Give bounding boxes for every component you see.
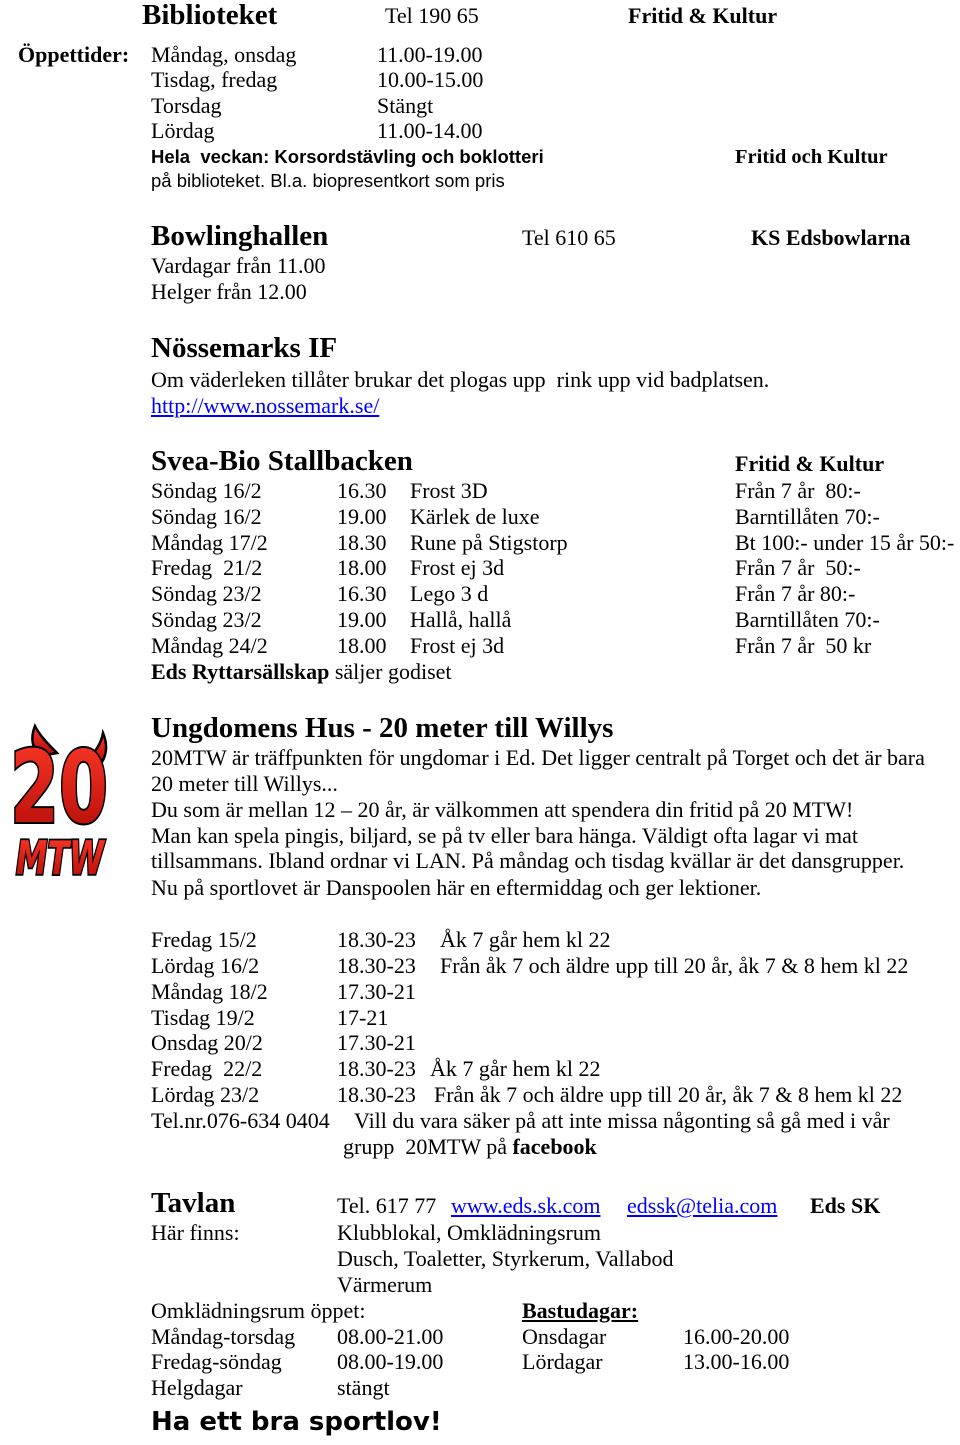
schedule-date: Måndag 18/2 xyxy=(151,979,268,1004)
show-film: Frost 3D xyxy=(410,478,488,503)
facebook-group-line xyxy=(343,1134,597,1160)
schedule-row xyxy=(0,1082,960,1108)
opening-hours-label: Öppettider: xyxy=(18,42,130,67)
show-time: 18.30 xyxy=(337,530,387,555)
schedule-date: Tisdag 19/2 xyxy=(151,1005,255,1030)
show-time: 16.30 xyxy=(337,478,387,503)
schedule-time: 17-21 xyxy=(337,1005,389,1030)
hours-day: Lördag xyxy=(151,118,215,143)
bowling-hours: Vardagar från 11.00 xyxy=(151,253,326,278)
changing-time: 08.00-19.00 xyxy=(337,1349,444,1374)
hours-row xyxy=(0,1349,960,1375)
ungdomens-hus-phone: Tel.nr.076-634 0404 xyxy=(151,1108,330,1133)
showtime-row xyxy=(0,504,960,530)
bowling-title: Bowlinghallen xyxy=(151,220,329,252)
tavlan-phone: Tel. 617 77 xyxy=(337,1193,437,1218)
bowling-phone: Tel 610 65 xyxy=(522,225,616,250)
show-film: Frost ej 3d xyxy=(410,633,505,658)
20mtw-logo-icon xyxy=(2,722,114,885)
schedule-time: 18.30-23 xyxy=(337,953,416,978)
facebook-word: facebook xyxy=(512,1134,597,1159)
facility-item: Klubblokal, Omklädningsrum xyxy=(337,1220,601,1245)
logo-number: 20 xyxy=(10,729,108,846)
schedule-row xyxy=(0,979,960,1005)
show-film: Kärlek de luxe xyxy=(410,504,540,529)
schedule-time: 18.30-23 xyxy=(337,927,416,952)
show-price: Barntillåten 70:- xyxy=(735,504,880,529)
facebook-group-text: grupp 20MTW på xyxy=(343,1134,513,1159)
showtime-row xyxy=(0,555,960,581)
tavlan-email-link[interactable]: edssk@telia.com xyxy=(627,1193,778,1218)
show-time: 18.00 xyxy=(337,633,387,658)
paragraph-line: Man kan spela pingis, biljard, se på tv eller bara hänga. Väldigt ofta lagar vi mat xyxy=(151,823,859,848)
show-date: Söndag 23/2 xyxy=(151,581,262,606)
sauna-time: 13.00-16.00 xyxy=(683,1349,790,1374)
show-time: 16.30 xyxy=(337,581,387,606)
show-film: Frost ej 3d xyxy=(410,555,505,580)
hours-time: 11.00-19.00 xyxy=(377,42,483,67)
show-film: Lego 3 d xyxy=(410,581,489,606)
show-date: Fredag 21/2 xyxy=(151,555,263,580)
hours-row xyxy=(0,1375,960,1401)
paragraph-line: Du som är mellan 12 – 20 år, är välkommen att spendera din fritid på 20 MTW! xyxy=(151,797,854,822)
hours-time: Stängt xyxy=(377,93,434,118)
schedule-time: 18.30-23 xyxy=(337,1082,416,1107)
schedule-note: Från åk 7 och äldre upp till 20 år, åk 7 & 8 hem kl 22 xyxy=(434,1082,903,1107)
paragraph-line: tillsammans. Ibland ordnar vi LAN. På måndag och tisdag kvällar är det dansgrupper. xyxy=(151,848,905,873)
library-event-organizer: Fritid och Kultur xyxy=(735,146,888,168)
schedule-time: 17.30-21 xyxy=(337,1030,416,1055)
changing-time: 08.00-21.00 xyxy=(337,1324,444,1349)
show-price: Från 7 år 80:- xyxy=(735,478,861,503)
show-film: Rune på Stigstorp xyxy=(410,530,568,555)
library-event-line: Hela veckan: Korsordstävling och boklotteri xyxy=(151,146,544,167)
show-price: Bt 100:- under 15 år 50:- xyxy=(735,530,955,555)
show-date: Måndag 17/2 xyxy=(151,530,268,555)
show-price: Från 7 år 80:- xyxy=(735,581,856,606)
hours-day: Måndag, onsdag xyxy=(151,42,297,67)
tavlan-website-link[interactable]: www.eds.sk.com xyxy=(451,1193,601,1218)
showtime-row xyxy=(0,607,960,633)
changing-time: stängt xyxy=(337,1375,390,1400)
facilities-row xyxy=(0,1220,960,1246)
showtime-row xyxy=(0,581,960,607)
hours-day: Torsdag xyxy=(151,93,222,118)
biblioteket-title: Biblioteket xyxy=(142,0,278,31)
schedule-row xyxy=(0,927,960,953)
paragraph-line: 20 meter till Willys... xyxy=(151,771,338,796)
schedule-note: Åk 7 går hem kl 22 xyxy=(440,927,611,952)
ungdomens-hus-title: Ungdomens Hus - 20 meter till Willys xyxy=(151,712,614,744)
schedule-time: 18.30-23 xyxy=(337,1056,416,1081)
show-price: Från 7 år 50 kr xyxy=(735,633,872,658)
hours-header-row xyxy=(0,1298,960,1324)
show-date: Söndag 16/2 xyxy=(151,504,262,529)
opening-hours-row xyxy=(0,67,960,93)
showtime-row xyxy=(0,530,960,556)
sauna-day: Onsdagar xyxy=(522,1324,607,1349)
facebook-invite: Vill du vara säker på att inte missa någonting så gå med i vår xyxy=(354,1108,890,1133)
schedule-date: Lördag 23/2 xyxy=(151,1082,260,1107)
library-event-line: på biblioteket. Bl.a. biopresentkort som pris xyxy=(151,170,505,191)
show-date: Söndag 23/2 xyxy=(151,607,262,632)
changing-day: Måndag-torsdag xyxy=(151,1324,296,1349)
hours-row xyxy=(0,1324,960,1350)
paragraph-line: Nu på sportlovet är Danspoolen här en eftermiddag och ger lektioner. xyxy=(151,875,762,900)
opening-hours-row xyxy=(0,42,960,68)
changing-day: Helgdagar xyxy=(151,1375,243,1400)
paragraph-line: 20MTW är träffpunkten för ungdomar i Ed. Det ligger centralt på Torget och det är bara xyxy=(151,745,925,770)
hours-time: 10.00-15.00 xyxy=(377,67,484,92)
showtime-row xyxy=(0,478,960,504)
show-price: Från 7 år 50:- xyxy=(735,555,861,580)
bio-title: Svea-Bio Stallbacken xyxy=(151,445,413,477)
changing-day: Fredag-söndag xyxy=(151,1349,282,1374)
bio-candy-text: säljer godiset xyxy=(329,659,452,684)
schedule-date: Onsdag 20/2 xyxy=(151,1030,263,1055)
schedule-date: Fredag 22/2 xyxy=(151,1056,263,1081)
bowling-hours: Helger från 12.00 xyxy=(151,279,307,304)
biblioteket-phone: Tel 190 65 xyxy=(385,3,479,28)
tavlan-organizer: Eds SK xyxy=(810,1193,881,1218)
facilities-label: Här finns: xyxy=(151,1220,240,1245)
tavlan-title: Tavlan xyxy=(151,1187,236,1219)
opening-hours-row xyxy=(0,118,960,144)
show-time: 18.00 xyxy=(337,555,387,580)
hours-time: 11.00-14.00 xyxy=(377,118,483,143)
schedule-row xyxy=(0,1005,960,1031)
show-film: Hallå, hallå xyxy=(410,607,512,632)
schedule-row xyxy=(0,1056,960,1082)
show-time: 19.00 xyxy=(337,607,387,632)
schedule-note: Åk 7 går hem kl 22 xyxy=(430,1056,601,1081)
bio-organizer: Fritid & Kultur xyxy=(735,451,885,476)
facility-item: Dusch, Toaletter, Styrkerum, Vallabod xyxy=(337,1246,674,1271)
bio-candy-seller: Eds Ryttarsällskap xyxy=(151,659,330,684)
biblioteket-organizer: Fritid & Kultur xyxy=(628,3,778,28)
opening-hours-row xyxy=(0,93,960,119)
changing-room-label: Omklädningsrum öppet: xyxy=(151,1298,366,1323)
show-price: Barntillåten 70:- xyxy=(735,607,880,632)
show-date: Söndag 16/2 xyxy=(151,478,262,503)
showtime-row xyxy=(0,633,960,659)
schedule-row xyxy=(0,1030,960,1056)
facility-item: Värmerum xyxy=(337,1272,433,1297)
nossemark-link[interactable]: http://www.nossemark.se/ xyxy=(151,393,380,418)
bowling-organizer: KS Edsbowlarna xyxy=(751,225,911,250)
nossemark-text: Om väderleken tillåter brukar det plogas upp rink upp vid badplatsen. xyxy=(151,367,770,392)
logo-letters: MTW xyxy=(16,831,106,885)
schedule-time: 17.30-21 xyxy=(337,979,416,1004)
sauna-label: Bastudagar: xyxy=(522,1298,639,1323)
schedule-date: Fredag 15/2 xyxy=(151,927,257,952)
show-date: Måndag 24/2 xyxy=(151,633,268,658)
nossemark-title: Nössemarks IF xyxy=(151,332,338,364)
tavlan-contact-row xyxy=(0,1193,960,1219)
schedule-date: Lördag 16/2 xyxy=(151,953,260,978)
sauna-day: Lördagar xyxy=(522,1349,603,1374)
closing-greeting: Ha ett bra sportlov! xyxy=(151,1407,442,1437)
sauna-time: 16.00-20.00 xyxy=(683,1324,790,1349)
bio-candy-note xyxy=(151,659,452,685)
schedule-note: Från åk 7 och äldre upp till 20 år, åk 7 & 8 hem kl 22 xyxy=(440,953,909,978)
contact-row xyxy=(0,1108,960,1134)
show-time: 19.00 xyxy=(337,504,387,529)
schedule-row xyxy=(0,953,960,979)
hours-day: Tisdag, fredag xyxy=(151,67,278,92)
